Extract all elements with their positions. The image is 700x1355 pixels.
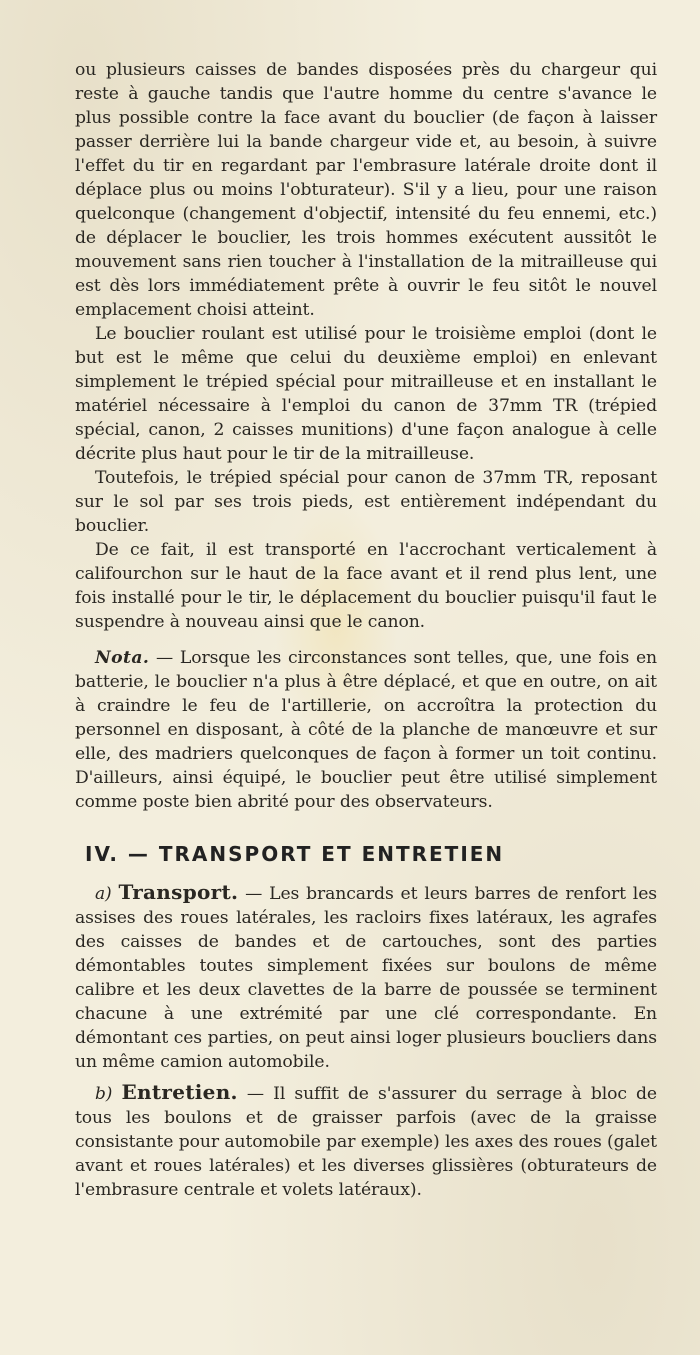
paragraph-third-use: Le bouclier roulant est utilisé pour le troisième emploi (dont le but est le même que celui du deuxième emploi) en enlevant simplement le trépied spécial pour mitrailleuse et en installant le matériel nécessaire à l'emploi du canon de 37mm TR (trépied spécial, canon, 2 caisses munitions) d'une façon analogue à celle décrite plus haut pour le tir de la mitrailleuse. <box>75 324 657 464</box>
paragraph-continuation: ou plusieurs caisses de bandes disposées près du chargeur qui reste à gauche tandis que l'autre homme du centre s'avance le plus possible contre la face avant du bouclier (de façon à laisser passer derrière lui la bande chargeur vide et, au besoin, à suivre l'effet du tir en regardant par l'embrasure latérale droite dont il déplace plus ou moins l'obturateur). S'il y a lieu, pour une raison quelconque (changement d'objectif, intensité du feu ennemi, etc.) de déplacer le bouclier, les trois hommes exécutent aussitôt le mouvement sans rien toucher à l'installation de la mitrailleuse qui est dès lors immédiatement prête à ouvrir le feu sitôt le nouvel emplacement choisi atteint. <box>75 60 657 320</box>
paragraph-tripod: Toutefois, le trépied spécial pour canon de 37mm TR, reposant sur le sol par ses trois pieds, est entièrement indépendant du bouclier. <box>75 468 657 536</box>
transport-letter: a) <box>95 884 112 904</box>
entretien-letter: b) <box>95 1084 113 1104</box>
transport-label: Transport. <box>118 880 239 904</box>
section-heading: IV. — TRANSPORT ET ENTRETIEN <box>85 842 505 866</box>
entretien-text: — Il suffit de s'assurer du serrage à bloc de tous les boulons et de graisser parfois (avec de la graisse consistante pour automobile par exemple) les axes des roues (galet avant et roues latérales) et les diverses glissières (obturateurs de l'embrasure centrale et volets latéraux). <box>75 1084 657 1200</box>
transport-text: — Les brancards et leurs barres de renfort les assises des roues latérales, les racloirs fixes latéraux, les agrafes des caisses de bandes et de cartouches, sont des parties démontables toutes simplement fixées sur boulons de même calibre et les deux clavettes de la barre de poussée se terminent chacune à une extrémité par une clé correspondante. En démontant ces parties, on peut ainsi loger plusieurs boucliers dans un même camion automobile. <box>75 884 657 1072</box>
paragraph-entretien <box>75 1080 657 1202</box>
paragraph-transport <box>75 880 657 1074</box>
entretien-label: Entretien. <box>121 1080 238 1104</box>
paragraph-nota <box>75 646 657 814</box>
nota-text: — Lorsque les circonstances sont telles, que, une fois en batterie, le bouclier n'a plus à être déplacé, et que en outre, on ait à craindre le feu de l'artillerie, on accroîtra la protection du personnel en disposant, à côté de la planche de manœuvre et sur elle, des madriers quelconques de façon à former un toit continu. D'ailleurs, ainsi équipé, le bouclier peut être utilisé simplement comme poste bien abrité pour des observateurs. <box>75 648 657 812</box>
document-page <box>75 58 657 1202</box>
nota-label: Nota. <box>95 648 150 668</box>
paragraph-transport-tripod: De ce fait, il est transporté en l'accrochant verticalement à califourchon sur le haut de la face avant et il rend plus lent, une fois installé pour le tir, le déplacement du bouclier puisqu'il faut le suspendre à nouveau ainsi que le canon. <box>75 540 657 632</box>
